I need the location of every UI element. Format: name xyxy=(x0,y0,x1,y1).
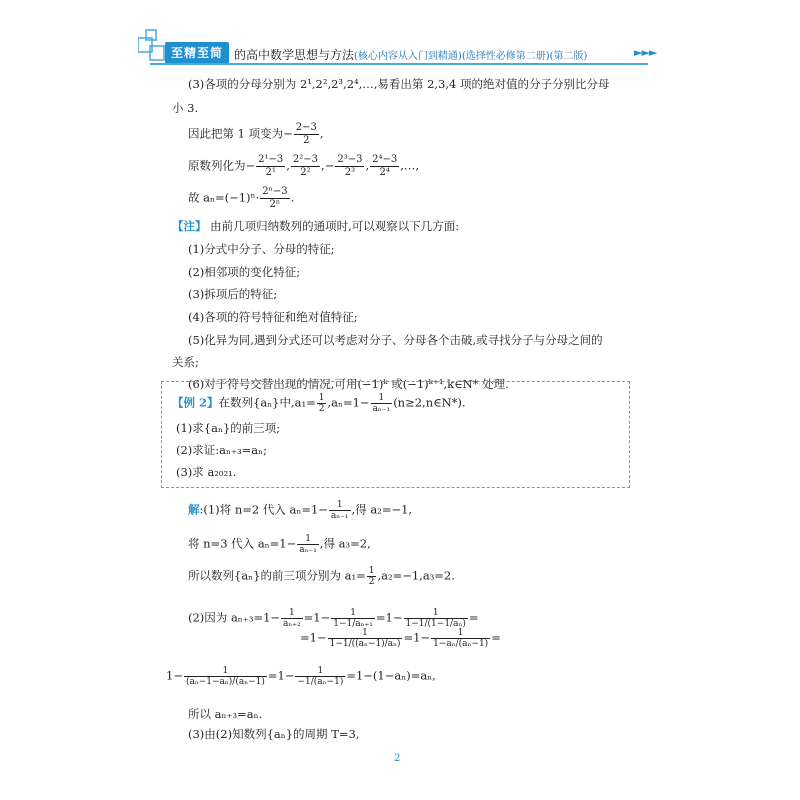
note-item: (3)拆项后的特征; xyxy=(188,287,278,301)
text-line: 小 3. xyxy=(172,101,199,115)
fraction-numerator: 1 xyxy=(281,608,303,619)
text-segment: 由前几项归纳数列的通项时,可以观察以下几方面: xyxy=(206,219,460,233)
note-item: (2)相邻项的变化特征; xyxy=(188,265,301,279)
book-title-main: 的高中数学思想与方法 xyxy=(234,48,355,62)
fraction-numerator: 1 xyxy=(328,628,403,639)
book-subtitle: (核心内容从入门到精通)(选择性必修第二册)(第二版) xyxy=(354,51,588,62)
fraction-denominator: aₙ₋₁ xyxy=(330,511,349,521)
note-item: (1)分式中分子、分母的特征; xyxy=(188,242,335,256)
fraction-denominator: aₙ₊₂ xyxy=(283,619,301,629)
solution-line xyxy=(300,628,501,649)
text-line: (3)各项的分母分别为 2¹,2²,2³,2⁴,…,易看出第 2,3,4 项的绝对值的分子分别比分母 xyxy=(188,77,610,91)
text-segment: ,a₂=−1,a₃=2. xyxy=(377,568,455,583)
fraction-numerator: 1 xyxy=(331,608,375,619)
text-segment: 1− xyxy=(166,668,183,683)
solution-tag: 解 xyxy=(188,502,200,517)
text-segment: =1−(1−aₙ)=aₙ, xyxy=(346,668,436,683)
text-segment: 因此把第 1 项变为− xyxy=(188,126,293,141)
fraction-denominator: aₙ₋₁ xyxy=(372,404,391,414)
note-tag: 【注】 xyxy=(172,219,207,233)
text-segment: 故 aₙ=(−1)ⁿ· xyxy=(188,190,260,205)
series-badge: 至精至简 xyxy=(165,42,229,64)
solution-line xyxy=(188,500,412,521)
text-line xyxy=(188,122,324,147)
fraction xyxy=(317,393,327,414)
solution-line xyxy=(188,608,479,629)
fraction-denominator: 2 xyxy=(318,404,325,414)
fraction-numerator: 1 xyxy=(329,500,351,511)
fraction-numerator: 2¹−3 xyxy=(258,154,284,165)
fraction-denominator: 2ⁿ xyxy=(269,199,281,210)
fraction-numerator: 2³−3 xyxy=(337,154,363,165)
page-number: 2 xyxy=(394,753,401,764)
fraction xyxy=(295,666,345,687)
fraction-denominator: 2⁴ xyxy=(379,167,390,178)
fraction-numerator: 1 xyxy=(318,393,325,403)
fraction xyxy=(404,608,468,629)
text-segment: :(1)将 n=2 代入 aₙ=1− xyxy=(199,502,328,517)
fraction-denominator: 1−1/(1−1/aₙ) xyxy=(405,619,466,629)
text-segment: = xyxy=(468,610,479,625)
example-stem xyxy=(172,393,466,414)
fraction-numerator: 1 xyxy=(371,393,393,404)
fraction-numerator: 1 xyxy=(297,534,319,545)
text-segment: 所以数列{aₙ}的前三项分别为 a₁= xyxy=(188,568,366,583)
text-segment: (2)因为 aₙ₊₃=1− xyxy=(188,610,281,625)
text-segment: ,得 a₃=2, xyxy=(319,536,371,551)
text-segment: 将 n=3 代入 aₙ=1− xyxy=(188,536,297,551)
example-question: (1)求{aₙ}的前三项; xyxy=(176,421,281,435)
text-segment: . xyxy=(290,190,295,205)
text-segment: ,aₙ=1− xyxy=(327,395,370,410)
solution-line: (3)由(2)知数列{aₙ}的周期 T=3, xyxy=(188,727,360,741)
fraction-numerator: 1 xyxy=(431,628,490,639)
fraction-denominator: 1−1/aₙ₊₁ xyxy=(333,619,373,629)
fraction xyxy=(256,154,285,179)
fraction-numerator: 1 xyxy=(295,666,345,677)
fraction xyxy=(329,500,351,521)
example-tag: 【例 2】 xyxy=(172,395,219,410)
text-segment: = xyxy=(491,630,501,645)
text-segment: =1− xyxy=(267,668,295,683)
fraction-denominator: aₙ₋₁ xyxy=(299,545,317,555)
note-item: (4)各项的符号特征和绝对值特征; xyxy=(188,310,358,324)
fraction xyxy=(370,154,399,179)
fraction-denominator: (aₙ−1−aₙ)/(aₙ−1) xyxy=(185,677,265,687)
fraction-denominator: −1/(aₙ−1) xyxy=(297,677,344,687)
fraction xyxy=(281,608,303,629)
header-rule xyxy=(150,63,648,65)
header-arrows: ►►► xyxy=(634,46,657,59)
fraction xyxy=(291,154,320,179)
fraction-numerator: 2⁴−3 xyxy=(372,154,398,165)
solution-line xyxy=(166,666,436,687)
example-question: (3)求 a₂₀₂₁. xyxy=(176,465,237,479)
solution-line: 所以 aₙ₊₃=aₙ. xyxy=(188,707,263,721)
text-segment: =1− xyxy=(403,630,431,645)
example-question: (2)求证:aₙ₊₃=aₙ; xyxy=(176,443,268,457)
note-intro xyxy=(172,218,459,234)
fraction-denominator: 2² xyxy=(300,167,311,178)
text-segment: =1− xyxy=(375,610,403,625)
fraction-denominator: 1−1/((aₙ−1)/aₙ) xyxy=(329,639,401,649)
text-segment: =1− xyxy=(300,630,327,645)
note-item: (5)化异为同,遇到分式还可以考虑对分子、分母各个击破,或寻找分子与分母之间的 xyxy=(188,333,603,347)
fraction-denominator: 2³ xyxy=(344,167,356,178)
fraction-numerator: 2−3 xyxy=(295,122,317,133)
fraction xyxy=(431,628,490,649)
text-line xyxy=(188,186,294,211)
fraction-numerator: 1 xyxy=(404,608,468,619)
fraction-denominator: 1−aₙ/(aₙ−1) xyxy=(433,639,489,649)
note-item: 关系; xyxy=(172,355,199,369)
solution-line xyxy=(188,566,455,587)
book-title xyxy=(234,46,587,63)
fraction xyxy=(371,393,393,414)
fraction-denominator: 2¹ xyxy=(265,167,276,178)
fraction xyxy=(184,666,267,687)
text-line: 原数列化为− $\frac{\text{2¹−3}}{\text{2¹}}$ , $\frac{\text{2²−3}}{\text{2²}}$ ,− $\frac{\text{2³−3}}{\text{2³}}$ , $\frac{\text{2⁴−3}}{\text{2⁴}}$ ,…, xyxy=(188,154,420,178)
fraction-denominator: 2 xyxy=(303,135,310,146)
fraction xyxy=(297,534,319,555)
fraction xyxy=(328,628,403,649)
fraction xyxy=(294,122,319,147)
fraction xyxy=(331,608,375,629)
fraction-numerator: 1 xyxy=(184,666,267,677)
fraction xyxy=(367,566,377,587)
text-segment: =1− xyxy=(303,610,331,625)
text-segment: , xyxy=(319,126,324,141)
fraction xyxy=(335,154,364,179)
note-item: (6)对于符号交替出现的情况,可用(−1)ᵏ 或(−1)ᵏ⁺¹,k∈N* 处理. xyxy=(188,377,509,391)
fraction-numerator: 1 xyxy=(368,566,375,576)
text-segment: ,…, xyxy=(400,158,420,173)
fraction-numerator: 2²−3 xyxy=(292,154,319,165)
text-segment: (n≥2,n∈N*). xyxy=(393,395,466,410)
text-segment: 在数列{aₙ}中,a₁= xyxy=(218,395,316,410)
text-segment: 原数列化为− xyxy=(188,158,256,173)
fraction xyxy=(260,186,289,211)
text-segment: ,得 a₂=−1, xyxy=(351,502,413,517)
fraction-denominator: 2 xyxy=(368,577,375,587)
fraction-numerator: 2ⁿ−3 xyxy=(262,186,288,197)
solution-line xyxy=(188,534,371,555)
